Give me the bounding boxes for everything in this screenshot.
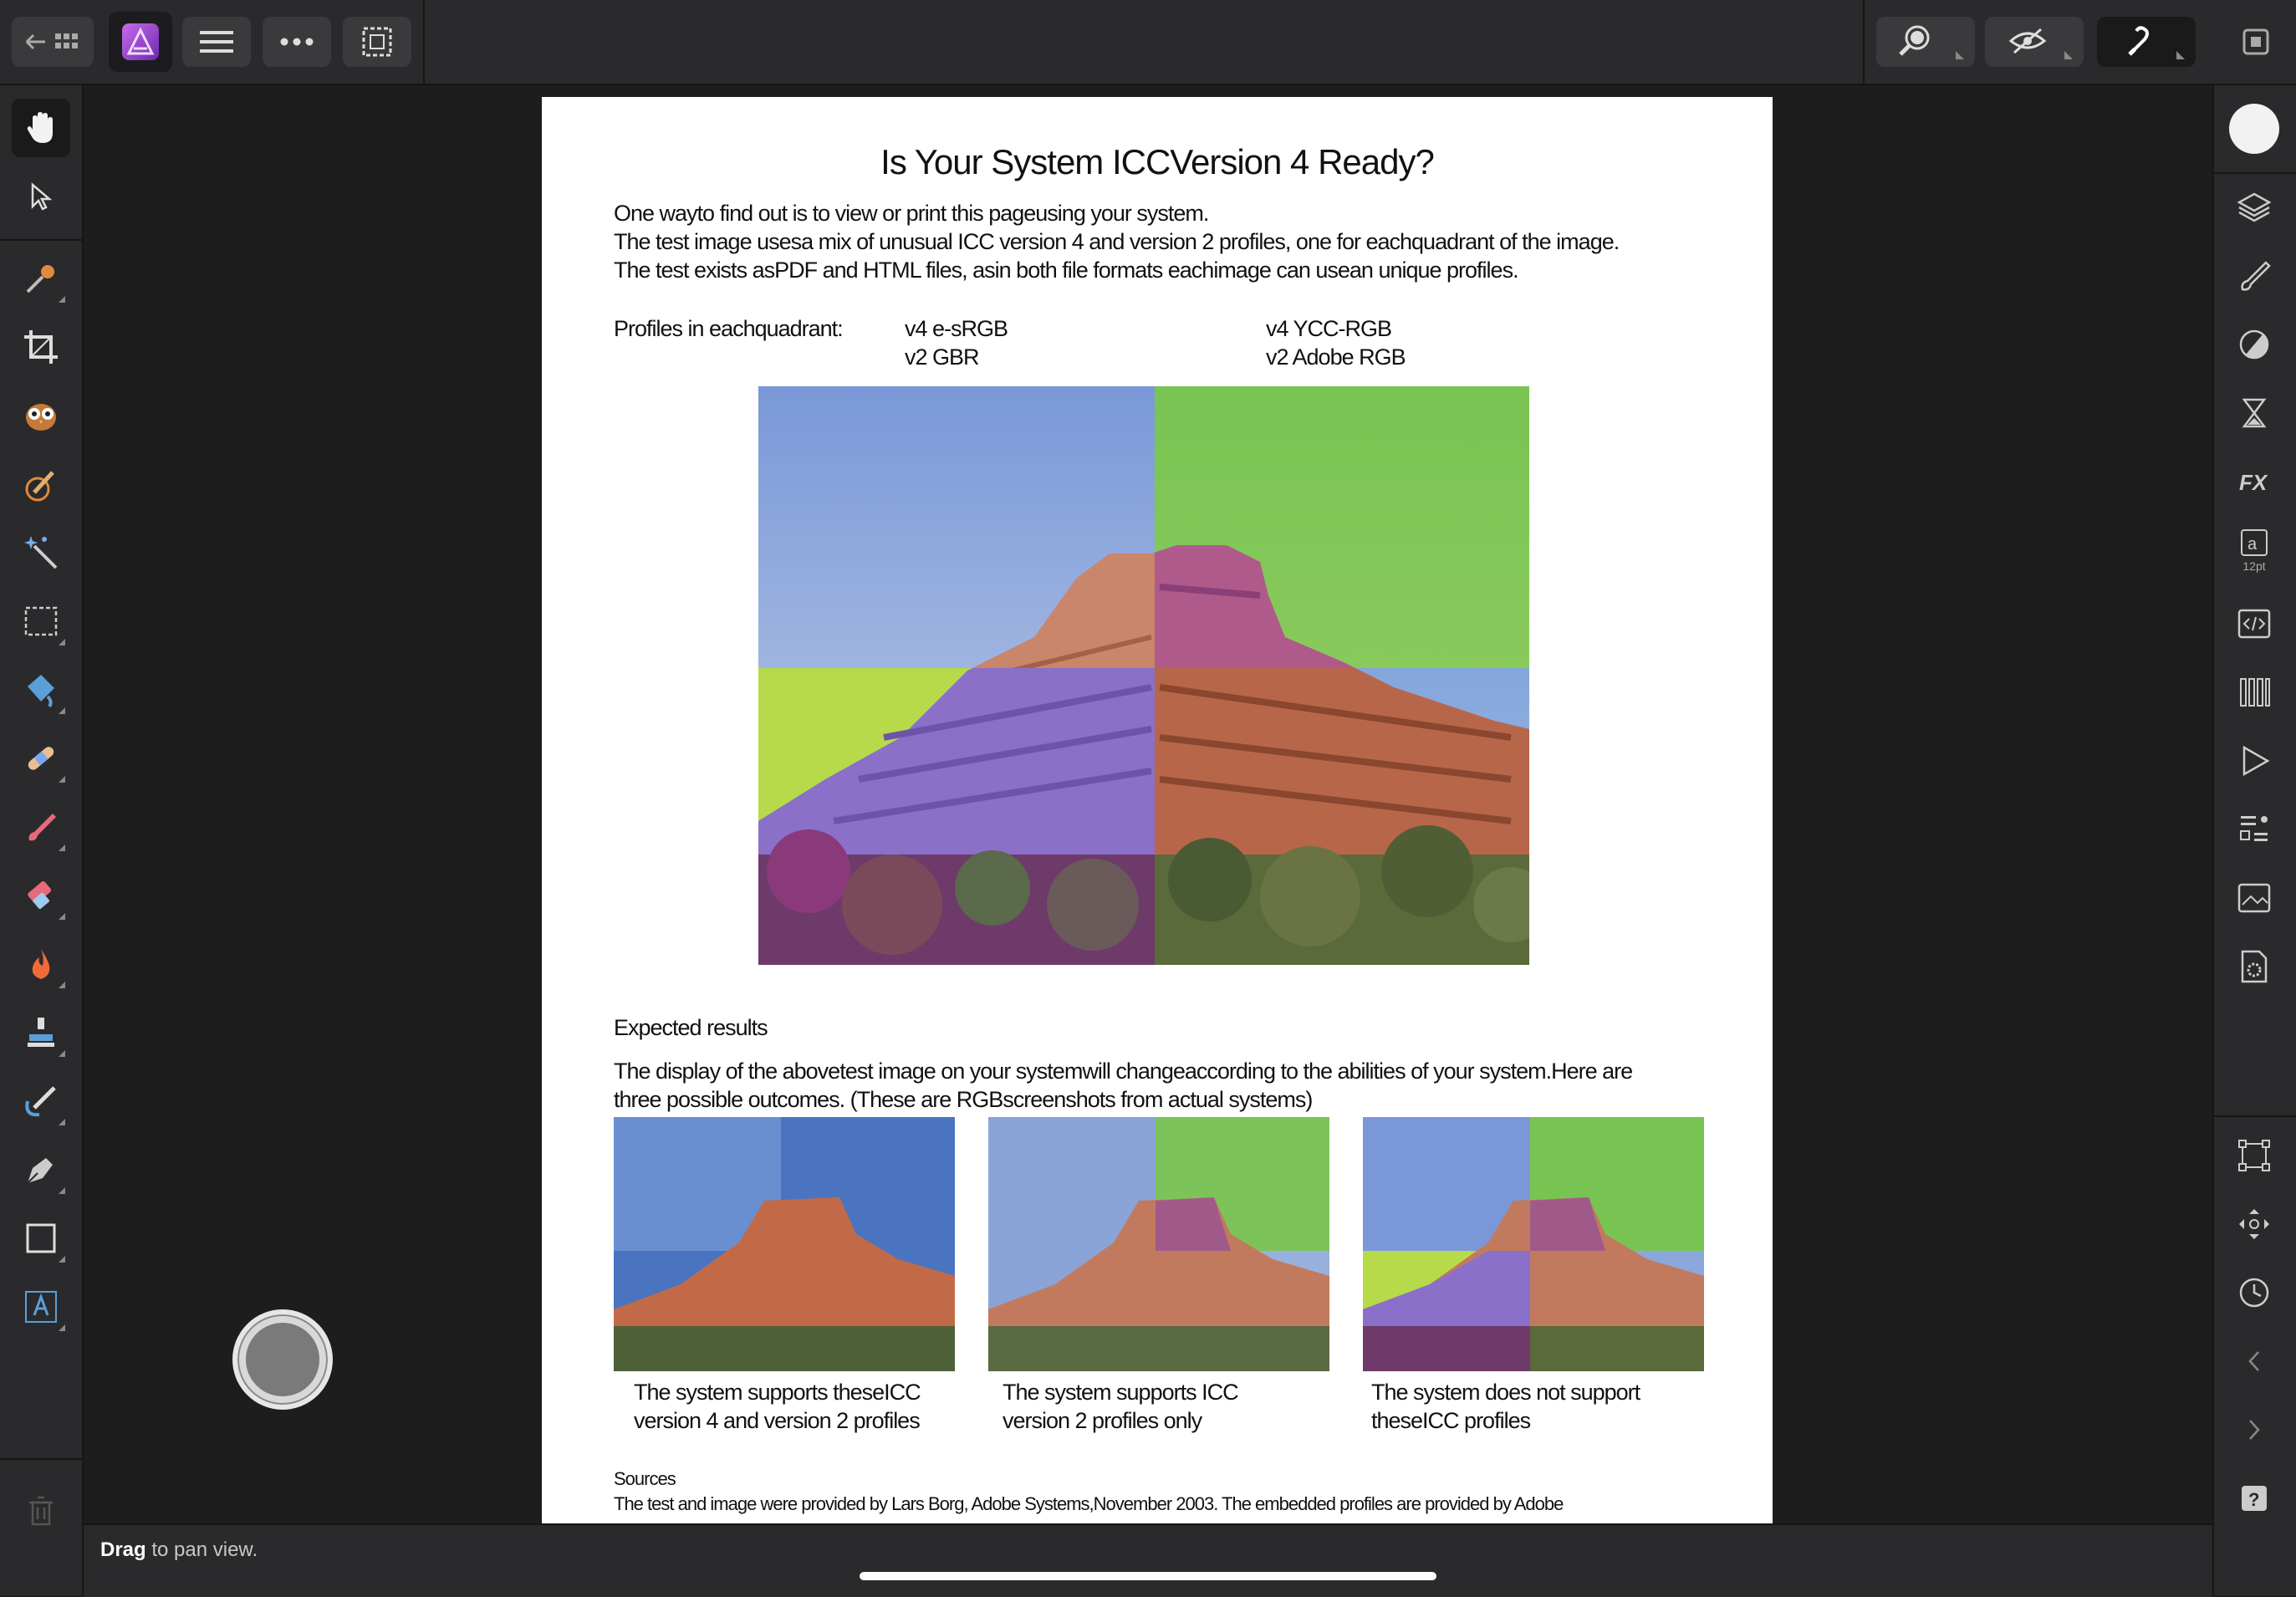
- clone-brush-tool[interactable]: [12, 1003, 70, 1062]
- move-panel-button[interactable]: [2224, 1194, 2284, 1254]
- list-icon: [2236, 811, 2273, 848]
- status-hint: [100, 1538, 258, 1562]
- help-button[interactable]: [2224, 1468, 2284, 1528]
- transform-box-icon: [2236, 1137, 2273, 1174]
- snapping-button[interactable]: [2097, 17, 2196, 67]
- intro-line: One wayto find out is to view or print this pageusing your system.: [614, 201, 1209, 226]
- thumbnail-image: [1363, 1117, 1704, 1371]
- outcome-thumbnail-v4-v2: [614, 1117, 955, 1371]
- navigator-image-icon: [2236, 880, 2273, 916]
- paint-bucket-icon: [23, 671, 59, 708]
- crop-tool[interactable]: [12, 318, 70, 376]
- fx-panel-button[interactable]: [2224, 452, 2284, 512]
- color-picker-tool[interactable]: [12, 249, 70, 308]
- toolbar-separator: [423, 0, 425, 84]
- owl-icon: [23, 397, 59, 434]
- tools-divider: [0, 239, 82, 241]
- play-icon: [2236, 742, 2273, 779]
- stock-panel-button[interactable]: [2224, 799, 2284, 860]
- expected-results-heading: Expected results: [614, 1015, 768, 1040]
- profiles-label: Profiles in eachquadrant:: [614, 316, 843, 341]
- zoom-magnifier-icon: [1884, 21, 1967, 63]
- document-title: Is Your System ICCVersion 4 Ready?: [880, 142, 1434, 181]
- profile-top-right: v4 YCC-RGB: [1266, 316, 1392, 341]
- pen-tool[interactable]: [12, 1140, 70, 1199]
- caption-line: The system does not support: [1371, 1380, 1640, 1405]
- caption-line: The system supports ICC: [1003, 1380, 1238, 1405]
- outcome-thumbnail-v2-only: [988, 1117, 1329, 1371]
- caption-line: theseICC profiles: [1371, 1408, 1531, 1433]
- rectangular-marquee-tool[interactable]: [12, 592, 70, 651]
- fx-icon: [2236, 463, 2273, 500]
- delete-button[interactable]: [12, 1482, 70, 1540]
- text-frame-icon: [23, 1288, 59, 1325]
- home-indicator[interactable]: [860, 1572, 1436, 1580]
- view-mode-button[interactable]: [1985, 17, 2084, 67]
- play-panel-button[interactable]: [2224, 731, 2284, 791]
- channels-icon: [2236, 674, 2273, 711]
- paint-brush-tool[interactable]: [12, 798, 70, 856]
- svg-text:FX: FX: [2239, 470, 2268, 495]
- code-tag-icon: [2236, 605, 2273, 642]
- transform-panel-button[interactable]: [2224, 1125, 2284, 1186]
- help-question-icon: [2240, 1484, 2268, 1513]
- test-image-quadrants: [758, 386, 1529, 965]
- sources-heading: Sources: [614, 1468, 676, 1489]
- canvas-area[interactable]: [84, 85, 2212, 1523]
- navigator-panel-button[interactable]: [2224, 868, 2284, 928]
- rectangle-tool[interactable]: [12, 1209, 70, 1268]
- profile-bottom-left: v2 GBR: [905, 344, 979, 370]
- liquify-persona-tool[interactable]: [12, 386, 70, 445]
- profile-bottom-right: v2 Adobe RGB: [1266, 344, 1406, 370]
- text-styles-panel-button[interactable]: [2224, 520, 2284, 580]
- brushes-panel-button[interactable]: [2224, 246, 2284, 306]
- erase-brush-tool[interactable]: [12, 866, 70, 925]
- context-hint-bar: [84, 1523, 2212, 1597]
- window-mode-button[interactable]: [2234, 17, 2278, 67]
- flame-icon: [23, 946, 59, 982]
- floating-modifier-button[interactable]: [232, 1309, 333, 1410]
- pointer-arrow-icon: [26, 181, 56, 212]
- chevron-left-icon: [2242, 1349, 2267, 1374]
- magnet-snapping-icon: [2105, 21, 2188, 63]
- move-tool[interactable]: [12, 167, 70, 226]
- redo-button[interactable]: [2224, 1400, 2284, 1460]
- smudge-icon: [23, 1083, 59, 1120]
- bandage-icon: [23, 740, 59, 777]
- text-style-icon: [2239, 528, 2269, 558]
- channels-panel-button[interactable]: [2224, 662, 2284, 722]
- burn-brush-tool[interactable]: [12, 935, 70, 993]
- macros-panel-button[interactable]: [2224, 594, 2284, 654]
- sources-line: The test and image were provided by Lars Borg, Adobe Systems,November 2003. The embedded profiles are provided by Adobe: [614, 1493, 1564, 1514]
- crop-icon: [23, 329, 59, 365]
- thumbnail-image: [614, 1117, 955, 1371]
- toolbar-separator: [1863, 0, 1865, 84]
- flood-fill-tool[interactable]: [12, 661, 70, 719]
- caption-line: version 2 profiles only: [1003, 1408, 1202, 1433]
- paint-brush-icon: [23, 809, 59, 845]
- expected-line: three possible outcomes. (These are RGBscreenshots from actual systems): [614, 1087, 1313, 1112]
- affinity-photo-logo-icon: [120, 22, 161, 62]
- status-hint-text: to pan view.: [151, 1538, 258, 1561]
- more-options-button[interactable]: [263, 17, 331, 67]
- thumbnail-image: [988, 1117, 1329, 1371]
- pen-nib-icon: [23, 1151, 59, 1188]
- hamburger-menu-icon: [200, 29, 233, 54]
- hand-icon: [23, 110, 59, 146]
- ellipsis-icon: [280, 38, 314, 46]
- magic-wand-icon: [23, 534, 59, 571]
- inpainting-brush-tool[interactable]: [12, 729, 70, 788]
- panel-divider: [2214, 1115, 2296, 1117]
- history-panel-button[interactable]: [2224, 383, 2284, 443]
- tools-divider: [0, 1458, 82, 1460]
- chevron-right-icon: [2242, 1417, 2267, 1442]
- undo-button[interactable]: [2224, 1331, 2284, 1391]
- status-action: Drag: [100, 1538, 146, 1561]
- intro-line: The test exists asPDF and HTML files, asin both file formats eachimage can usean unique profiles.: [614, 258, 1518, 283]
- adjustments-panel-button[interactable]: [2224, 314, 2284, 375]
- document-gear-icon: [2236, 948, 2273, 985]
- svg-text:?: ?: [2248, 1489, 2260, 1510]
- caption-line: The system supports theseICC: [634, 1380, 921, 1405]
- hidden-eye-icon: [1992, 21, 2076, 63]
- back-to-gallery-button[interactable]: [12, 17, 94, 67]
- svg-text:a: a: [2248, 535, 2258, 554]
- magic-wand-tool[interactable]: [12, 523, 70, 582]
- color-panel-button[interactable]: [2224, 99, 2284, 159]
- mixer-brush-icon: [23, 466, 59, 503]
- paint-mixer-brush-tool[interactable]: [12, 455, 70, 513]
- dashed-rectangle-icon: [23, 603, 59, 640]
- eyedropper-icon: [23, 260, 59, 297]
- layers-icon: [2236, 189, 2273, 226]
- top-toolbar: [0, 0, 2296, 85]
- panel-divider: [2214, 172, 2296, 174]
- clock-icon: [2236, 1274, 2273, 1311]
- icc-test-image: [758, 386, 1529, 965]
- adjustment-circle-icon: [2236, 326, 2273, 363]
- modifier-button-core: [246, 1323, 319, 1396]
- outcome-thumbnail-unsupported: [1363, 1117, 1704, 1371]
- marquee-selection-icon: [360, 25, 394, 59]
- document-page: [542, 97, 1773, 1523]
- artistic-text-tool[interactable]: [12, 1278, 70, 1336]
- menu-button[interactable]: [182, 17, 251, 67]
- hand-tool[interactable]: [12, 99, 70, 157]
- rectangle-icon: [23, 1220, 59, 1257]
- brush-icon: [2236, 258, 2273, 294]
- trash-icon: [26, 1494, 56, 1528]
- caption-line: version 4 and version 2 profiles: [634, 1408, 920, 1433]
- stamp-icon: [23, 1014, 59, 1051]
- layers-panel-button[interactable]: [2224, 177, 2284, 237]
- text-style-size: 12pt: [2242, 559, 2266, 573]
- intro-line: The test image usesa mix of unusual ICC version 4 and version 2 profiles, one for eachquadrant of the image.: [614, 229, 1620, 254]
- selection-mode-button[interactable]: [343, 17, 411, 67]
- hourglass-icon: [2236, 395, 2273, 431]
- back-grid-icon: [23, 29, 82, 54]
- move-arrows-icon: [2236, 1206, 2273, 1242]
- smudge-brush-tool[interactable]: [12, 1072, 70, 1130]
- eraser-icon: [23, 877, 59, 914]
- tools-panel: [0, 85, 84, 1595]
- history-clock-button[interactable]: [2224, 1263, 2284, 1323]
- profile-top-left: v4 e-sRGB: [905, 316, 1008, 341]
- window-icon: [2242, 28, 2269, 55]
- color-swatch-icon: [2227, 102, 2281, 156]
- zoom-button[interactable]: [1876, 17, 1975, 67]
- persona-button[interactable]: [109, 12, 172, 72]
- expected-line: The display of the abovetest image on your systemwill changeaccording to the abilities of your system.Here are: [614, 1059, 1633, 1084]
- document-settings-button[interactable]: [2224, 936, 2284, 997]
